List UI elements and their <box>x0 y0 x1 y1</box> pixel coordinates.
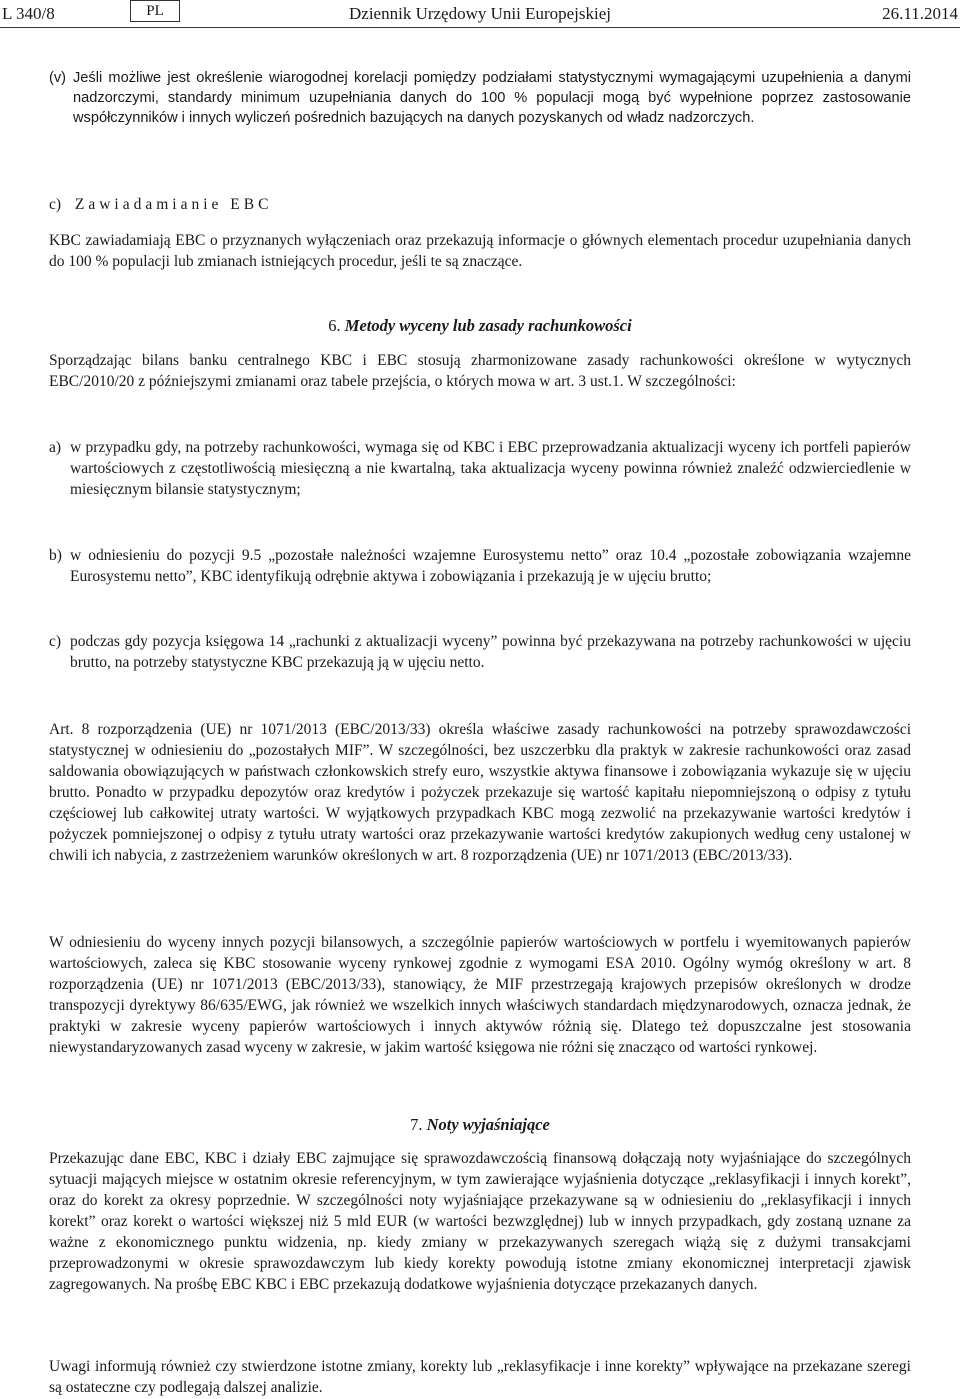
item-v-text: Jeśli możliwe jest określenie wiarogodnej korelacji pomiędzy podziałami statystycznymi wymagającymi uzupełnienia a danymi nadzorczymi, standardy minimum uzupełniania danych do 100 % populacji mogą być wypełnione poprzez zastosowanie współczynników i innych wyliczeń pośrednich bazujących na danych pozyskanych od władz nadzorczych. <box>73 70 911 126</box>
section-c-marker: c) <box>49 196 62 213</box>
section-7-number: 7. <box>410 1115 423 1134</box>
section-6-title: Metody wyceny lub zasady rachunkowości <box>344 316 632 335</box>
section-7-paragraph-2: Uwagi informują również czy stwierdzone istotne zmiany, korekty lub „reklasyfikacje i inne korekty” wpływające na przekazane szeregi są ostateczne czy podlegają dalszej analizie. <box>49 1358 911 1396</box>
section-c-title: Zawiadamianie EBC <box>74 196 273 213</box>
section-6-paragraph-1: Art. 8 rozporządzenia (UE) nr 1071/2013 (EBC/2013/33) określa właściwe zasady rachunkowości na potrzeby sprawozdawczości statystycznej w odniesieniu do „pozostałych MIF”. W szczególności, bez uszczerbku dla praktyk w zakresie rachunkowości oraz zasad saldowania obowiązujących w państwach członkowskich strefy euro, wszystkie aktywa finansowe i zobowiązania wykazuje się w ujęciu brutto. Ponadto w przypadku depozytów oraz kredytów i pożyczek przekazuje się wartość kapitału niepomniejszoną o odpisy z tytułu częściowej lub całkowitej utraty wartości. W wyjątkowych przypadkach KBC mogą zezwolić na przekazywanie wartości kredytów i pożyczek pomniejszonej o odpisy z tytułu utraty wartości oraz przekazywanie wartości kredytów zakupionych według ceny ustalonej w chwili ich nabycia, z zastrzeżeniem warunków określonych w art. 8 rozporządzenia (UE) nr 1071/2013 (EBC/2013/33). <box>49 721 911 864</box>
section-7-paragraph-1: Przekazując dane EBC, KBC i działy EBC zajmujące się sprawozdawczością finansową dołączają noty wyjaśniające do szczególnych sytuacji mających miejsce w ostatnim okresie referencyjnym, w tym zawierające wyjaśnienia dotyczące „reklasyfikacji i innych korekt”, oraz do korekt za okresy poprzednie. W szczególności noty wyjaśniające przekazywane są w odniesieniu do „reklasyfikacji i innych korekt” oraz korekt o wartości większej niż 5 mld EUR (w wartości bezwzględnej) lub w innych przypadkach, gdy zostaną uznane za ważne z ekonomicznego punktu widzenia, np. kiedy zmiany w przekazywanych szeregach wiążą się z dużymi transakcjami przeprowadzonymi w okresie sprawozdawczym lub kiedy korekty powodują istotne zmiany ekonomicznej interpretacji zjawisk zagregowanych. Na prośbę EBC KBC i EBC przekazują dodatkowe wyjaśnienia dotyczące przekazanych danych. <box>49 1150 911 1293</box>
item-v <box>49 68 911 128</box>
section-7-title: Noty wyjaśniające <box>426 1115 550 1134</box>
item-v-marker: (v) <box>49 70 67 86</box>
section-7-heading <box>0 1114 960 1136</box>
journal-title: Dziennik Urzędowy Unii Europejskiej <box>349 4 612 23</box>
list-item-marker: a) <box>49 439 62 456</box>
list-item-b <box>49 545 911 587</box>
section-6-heading <box>0 315 960 337</box>
section-6-paragraph-2: W odniesieniu do wyceny innych pozycji bilansowych, a szczególnie papierów wartościowych w portfelu i wyemitowanych papierów wartościowych, zaleca się KBC stosowanie wyceny rynkowej zgodnie z wymogami ESA 2010. Ogólny wymóg określony w art. 8 rozporządzenia (UE) nr 1071/2013 (EBC/2013/33), stanowiący, że MIF przestrzegają krajowych przepisów określonych w drodze transpozycji dyrektywy 86/635/EWG, jak również we wszelkich innych właściwych standardach międzynarodowych, oznacza jednak, że praktyki w zakresie wyceny papierów wartościowych i innych aktywów różnią się. Dlatego też dopuszczalne jest stosowania niewystandaryzowanych zasad wyceny w zakresie, w jakim wartość księgowa nie różni się znacząco od wartości rynkowej. <box>49 934 911 1056</box>
section-6-number: 6. <box>328 316 341 335</box>
issue-date: 26.11.2014 <box>882 4 958 23</box>
list-item-marker: b) <box>49 547 62 564</box>
page-number: L 340/8 <box>2 4 55 23</box>
list-item-text: w przypadku gdy, na potrzeby rachunkowości, wymaga się od KBC i EBC przeprowadzania aktualizacji wyceny ich portfeli papierów wartościowych z częstotliwością miesięczną a nie kwartalną, taka aktualizacja wyceny powinna również znaleźć odzwierciedlenie w miesięcznym bilansie statystycznym; <box>70 439 911 498</box>
header-rule <box>0 27 960 28</box>
list-item-c <box>49 631 911 673</box>
list-item-marker: c) <box>49 633 62 650</box>
section-6-intro: Sporządzając bilans banku centralnego KBC i EBC stosują zharmonizowane zasady rachunkowości określone w wytycznych EBC/2010/20 z późniejszymi zmianami oraz tabele przejścia, o których mowa w art. 3 ust.1. W szczególności: <box>49 352 911 390</box>
list-item-text: podczas gdy pozycja księgowa 14 „rachunki z aktualizacji wyceny” powinna być przekazywana na potrzeby rachunkowości w ujęciu brutto, na potrzeby statystyczne KBC przekazują ją w ujęciu netto. <box>70 633 911 671</box>
language-badge: PL <box>130 0 180 22</box>
list-item-a <box>49 437 911 500</box>
list-item-text: w odniesieniu do pozycji 9.5 „pozostałe należności wzajemne Eurosystemu netto” oraz 10.4 „pozostałe zobowiązania wzajemne Eurosystemu netto”, KBC identyfikują odrębnie aktywa i zobowiązania i przekazują je w ujęciu brutto; <box>70 547 911 585</box>
section-c-heading <box>49 194 911 215</box>
section-c-text: KBC zawiadamiają EBC o przyznanych wyłączeniach oraz przekazują informacje o głównych elementach procedur uzupełniania danych do 100 % populacji lub zmianach istniejących procedur, jeśli te są znaczące. <box>49 232 911 270</box>
page-header <box>0 0 960 30</box>
